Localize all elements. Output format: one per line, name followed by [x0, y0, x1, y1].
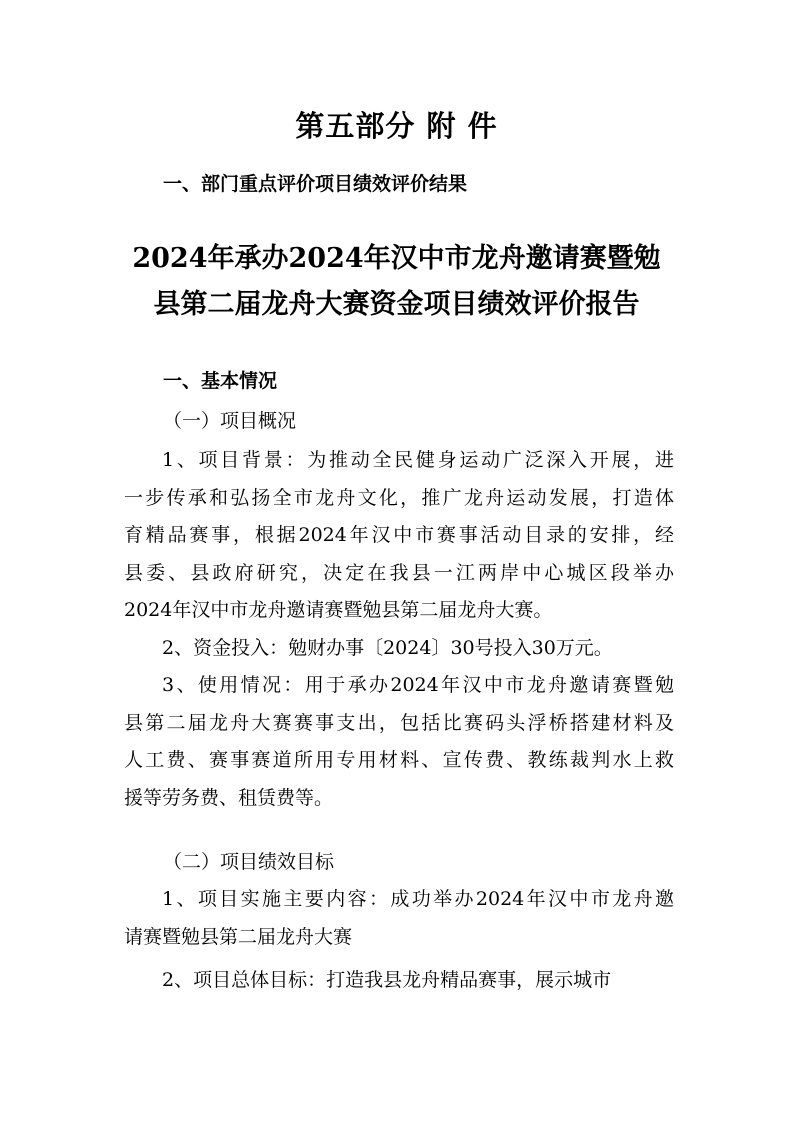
paragraph-overall-goal	[124, 962, 674, 1000]
paragraph-project-background	[124, 442, 674, 630]
section-heading-basic-info: 一、基本情况	[163, 370, 278, 392]
paragraph-line: 县委、县政府研究，决定在我县一江两岸中心城区段举办	[124, 561, 674, 584]
part-title: 第五部分 附 件	[295, 109, 498, 143]
paragraph-line: 1、项目实施主要内容：成功举办2024年汉中市龙舟邀	[162, 888, 674, 910]
paragraph-funding	[124, 630, 674, 668]
paragraph-line: 一步传承和弘扬全市龙舟文化，推广龙舟运动发展，打造体	[124, 486, 674, 509]
paragraph-line: 人工费、赛事赛道所用专用材料、宣传费、教练裁判水上救	[124, 749, 674, 771]
paragraph-line: 援等劳务费、租赁费等。	[124, 786, 334, 809]
paragraph-line: 2024年汉中市龙舟邀请赛暨勉县第二届龙舟大赛。	[124, 599, 553, 621]
paragraph-line: 请赛暨勉县第二届龙舟大赛	[124, 925, 353, 948]
report-title-line: 县第二届龙舟大赛资金项目绩效评价报告	[153, 289, 640, 320]
paragraph-line: 县第二届龙舟大赛赛事支出，包括比赛码头浮桥搭建材料及	[124, 711, 674, 734]
report-title-line: 2024年承办2024年汉中市龙舟邀请赛暨勉	[132, 243, 661, 274]
paragraph-line: 3、使用情况：用于承办2024年汉中市龙舟邀请赛暨勉	[162, 674, 674, 696]
paragraph-implementation-content	[124, 881, 674, 956]
sub-heading-performance-goals: （二）项目绩效目标	[163, 851, 335, 873]
paragraph-usage	[124, 667, 674, 817]
report-title	[100, 236, 693, 328]
paragraph-line: 育精品赛事，根据2024年汉中市赛事活动目录的安排，经	[124, 524, 674, 546]
paragraph-line: 2、资金投入：勉财办事〔2024〕30号投入30万元。	[162, 637, 613, 659]
paragraph-line: 1、项目背景：为推动全民健身运动广泛深入开展，进	[162, 449, 674, 471]
sub-heading-project-overview: （一）项目概况	[163, 410, 297, 432]
paragraph-line: 2、项目总体目标：打造我县龙舟精品赛事，展示城市	[162, 969, 612, 991]
section-heading-evaluation-results: 一、部门重点评价项目绩效评价结果	[163, 173, 468, 195]
